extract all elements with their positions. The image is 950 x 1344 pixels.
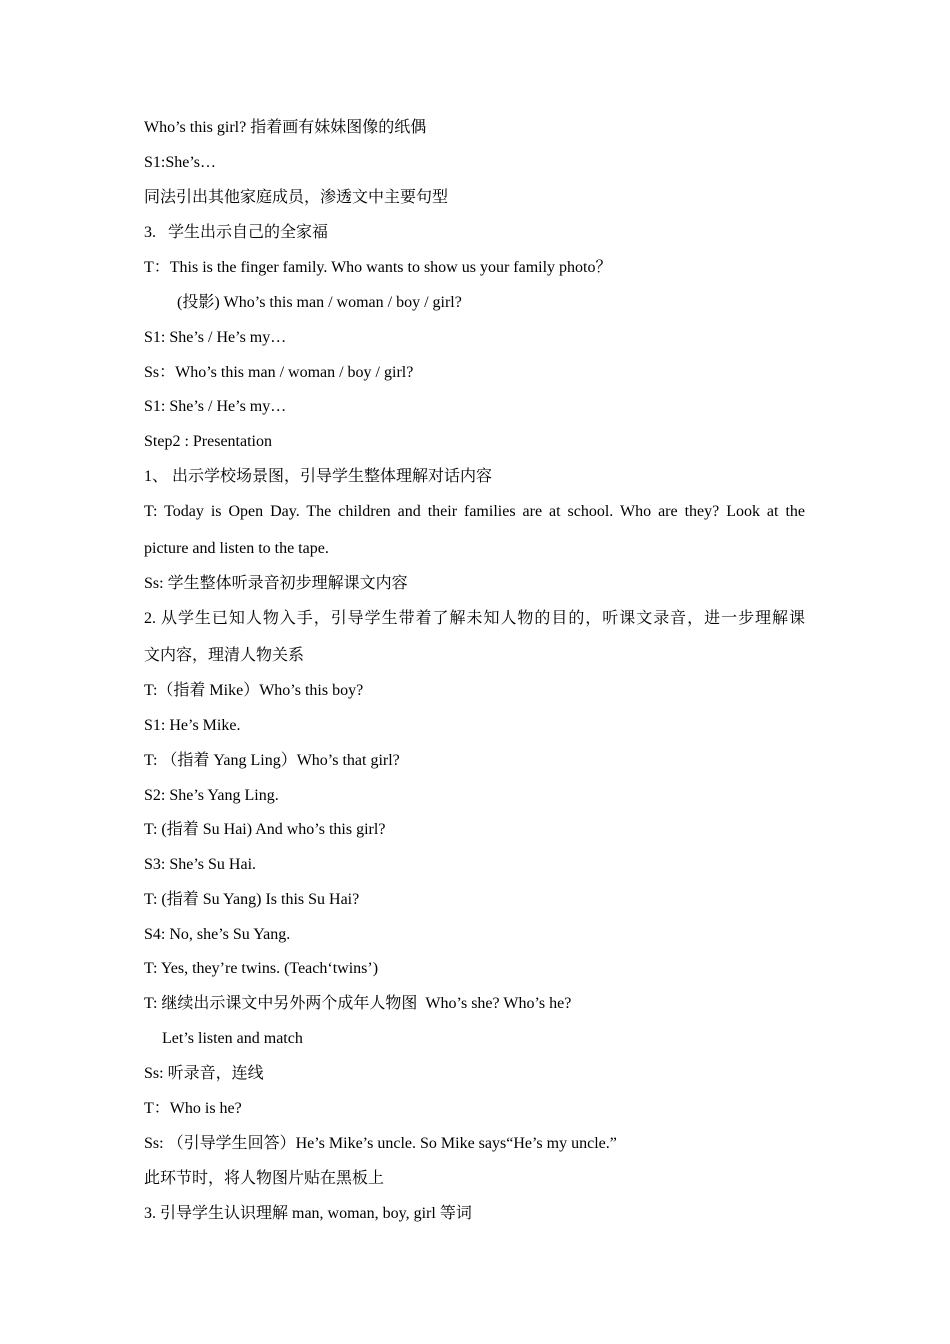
- text-line: Ss：Who’s this man / woman / boy / girl?: [144, 364, 414, 381]
- text-line: S2: She’s Yang Ling.: [144, 787, 279, 804]
- text-line: T：Who is he?: [144, 1100, 242, 1117]
- text-line: picture and listen to the tape.: [144, 540, 329, 557]
- text-line: S3: She’s Su Hai.: [144, 856, 257, 873]
- text-line: T: （指着 Yang Ling）Who’s that girl?: [144, 752, 400, 769]
- text-line: 3. 学生出示自己的全家福: [144, 224, 329, 241]
- text-line: T:（指着 Mike）Who’s this boy?: [144, 682, 364, 699]
- text-line: S1: She’s / He’s my…: [144, 329, 287, 346]
- text-line: S4: No, she’s Su Yang.: [144, 926, 291, 943]
- text-line: T: 继续出示课文中另外两个成年人物图 Who’s she? Who’s he?: [144, 995, 572, 1012]
- text-line: Ss: 学生整体听录音初步理解课文内容: [144, 575, 408, 592]
- text-line: Who’s this girl? 指着画有妹妹图像的纸偶: [144, 119, 427, 136]
- text-line: 2. 从学生已知人物入手，引导学生带着了解未知人物的目的，听课文录音，进一步理解课: [144, 610, 805, 627]
- text-line: 3. 引导学生认识理解 man, woman, boy, girl 等词: [144, 1205, 472, 1222]
- text-line: T: Yes, they’re twins. (Teach‘twins’): [144, 960, 379, 977]
- text-line: (投影) Who’s this man / woman / boy / girl?: [177, 294, 462, 311]
- text-line: T: Today is Open Day. The children and their families are at school. Who are they? Look at the: [144, 503, 805, 520]
- text-line: 此环节时，将人物图片贴在黑板上: [144, 1170, 385, 1187]
- text-line: Let’s listen and match: [162, 1030, 303, 1047]
- text-line: T: (指着 Su Hai) And who’s this girl?: [144, 821, 386, 838]
- text-line: Ss: （引导学生回答）He’s Mike’s uncle. So Mike says“He’s my uncle.”: [144, 1135, 617, 1152]
- text-line: 同法引出其他家庭成员，渗透文中主要句型: [144, 189, 449, 206]
- text-line: S1: He’s Mike.: [144, 717, 241, 734]
- section-heading: Step2 : Presentation: [144, 433, 272, 450]
- text-line: 文内容，理清人物关系: [144, 647, 305, 664]
- text-line: Ss: 听录音，连线: [144, 1065, 264, 1082]
- text-line: S1: She’s / He’s my…: [144, 398, 287, 415]
- text-line: 1、 出示学校场景图，引导学生整体理解对话内容: [144, 468, 493, 485]
- text-line: T: (指着 Su Yang) Is this Su Hai?: [144, 891, 360, 908]
- text-line: S1:She’s…: [144, 154, 217, 171]
- text-line: T：This is the finger family. Who wants to show us your family photo？: [144, 259, 612, 276]
